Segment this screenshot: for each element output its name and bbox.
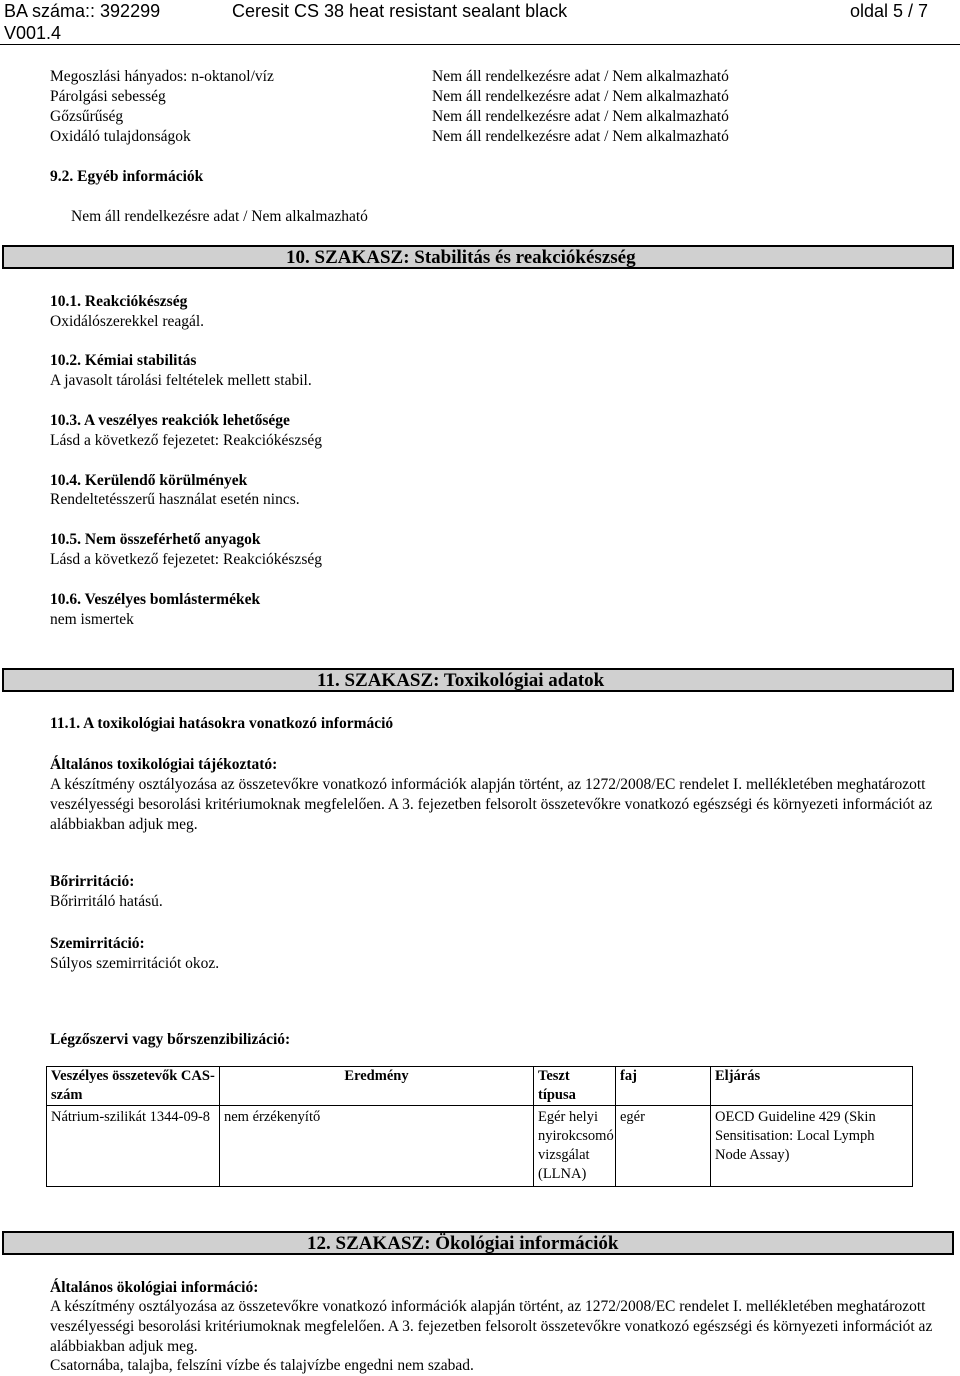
general-eco-text: A készítmény osztályozása az összetevőkre vonatkozó információk alapján történt, az 1272/2008/EC rendelet I. mellékletében meghatározott veszélyességi besorolási kritériumoknak megfelelően. A 3. fejezetben felsorolt összetevőkre vonatkozó egészségi és környezeti információt az alábbiakban adjuk meg. <box>50 1298 933 1355</box>
property-label: Megoszlási hányados: n-oktanol/víz <box>50 68 274 85</box>
other-info-text: Nem áll rendelkezésre adat / Nem alkalmazható <box>71 208 368 225</box>
eye-irritation-text: Súlyos szemirritációt okoz. <box>50 955 220 972</box>
subsection-heading: 10.3. A veszélyes reakciók lehetősége <box>50 412 290 429</box>
table-header-row <box>47 1067 913 1106</box>
drain-warning-text: Csatornába, talajba, felszíni vízbe és talajvízbe engedni nem szabad. <box>50 1357 474 1374</box>
cell-component: Nátrium-szilikát 1344-09-8 <box>47 1106 220 1187</box>
sensitisation-heading: Légzőszervi vagy bőrszenzibilizáció: <box>50 1031 291 1048</box>
section-11-banner <box>2 668 954 692</box>
cell-result: nem érzékenyítő <box>220 1106 534 1187</box>
sensitisation-table <box>46 1066 913 1187</box>
subsection-heading: 10.2. Kémiai stabilitás <box>50 352 197 369</box>
cell-method: OECD Guideline 429 (Skin Sensitisation: Local Lymph Node Assay) <box>711 1106 913 1187</box>
document-version: V001.4 <box>4 23 62 43</box>
subsection-heading: 10.4. Kerülendő körülmények <box>50 472 248 489</box>
section-11-subheading: 11.1. A toxikológiai hatásokra vonatkozó információ <box>50 715 394 732</box>
subsection-text: Rendeltetésszerű használat esetén nincs. <box>50 491 300 508</box>
subsection-text: Lásd a következő fejezetet: Reakciókészség <box>50 432 322 449</box>
subsection-text: nem ismertek <box>50 611 134 628</box>
subsection-text: Lásd a következő fejezetet: Reakciókészség <box>50 551 322 568</box>
skin-irritation-heading: Bőrirritáció: <box>50 873 135 890</box>
table-row <box>47 1106 913 1187</box>
subsection-text: A javasolt tárolási feltételek mellett stabil. <box>50 372 312 389</box>
cell-species: egér <box>616 1106 711 1187</box>
column-header-component: Veszélyes összetevők CAS-szám <box>47 1067 220 1106</box>
general-tox-text: A készítmény osztályozása az összetevőkre vonatkozó információk alapján történt, az 1272/2008/EC rendelet I. mellékletében meghatározott veszélyességi besorolási kritériumoknak megfelelően. A 3. fejezetben felsorolt összetevőkre vonatkozó egészségi és környezeti információt az alábbiakban adjuk meg. <box>50 776 933 833</box>
column-header-test-type: Teszt típusa <box>534 1067 616 1106</box>
page-number: oldal 5 / 7 <box>849 1 928 21</box>
section-11-title: 11. SZAKASZ: Toxikológiai adatok <box>317 670 605 691</box>
general-tox-heading: Általános toxikológiai tájékoztató: <box>50 756 278 773</box>
property-value: Nem áll rendelkezésre adat / Nem alkalmazható <box>432 68 729 85</box>
header-divider <box>0 44 960 45</box>
property-value: Nem áll rendelkezésre adat / Nem alkalmazható <box>432 88 729 105</box>
property-label: Oxidáló tulajdonságok <box>50 128 191 145</box>
property-label: Gőzsűrűség <box>50 108 124 125</box>
document-number: BA száma:: 392299 <box>4 1 161 21</box>
eye-irritation-heading: Szemirritáció: <box>50 935 145 952</box>
subsection-heading: 10.1. Reakciókészség <box>50 293 188 310</box>
column-header-result: Eredmény <box>220 1067 534 1106</box>
section-12-title: 12. SZAKASZ: Ökológiai információk <box>307 1233 619 1254</box>
property-label: Párolgási sebesség <box>50 88 166 105</box>
section-10-title: 10. SZAKASZ: Stabilitás és reakciókészség <box>286 247 636 268</box>
subsection-text: Oxidálószerekkel reagál. <box>50 313 205 330</box>
section-12-banner <box>2 1231 954 1255</box>
section-10-banner <box>2 245 954 269</box>
cell-test-type: Egér helyi nyirokcsomó vizsgálat (LLNA) <box>534 1106 616 1187</box>
skin-irritation-text: Bőrirritáló hatású. <box>50 893 163 910</box>
column-header-species: faj <box>616 1067 711 1106</box>
other-info-heading: 9.2. Egyéb információk <box>50 168 204 185</box>
subsection-heading: 10.5. Nem összeférhető anyagok <box>50 531 261 548</box>
property-value: Nem áll rendelkezésre adat / Nem alkalmazható <box>432 128 729 145</box>
general-eco-heading: Általános ökológiai információ: <box>50 1279 259 1296</box>
property-value: Nem áll rendelkezésre adat / Nem alkalmazható <box>432 108 729 125</box>
product-title: Ceresit CS 38 heat resistant sealant black <box>232 1 568 21</box>
subsection-heading: 10.6. Veszélyes bomlástermékek <box>50 591 261 608</box>
column-header-method: Eljárás <box>711 1067 913 1106</box>
